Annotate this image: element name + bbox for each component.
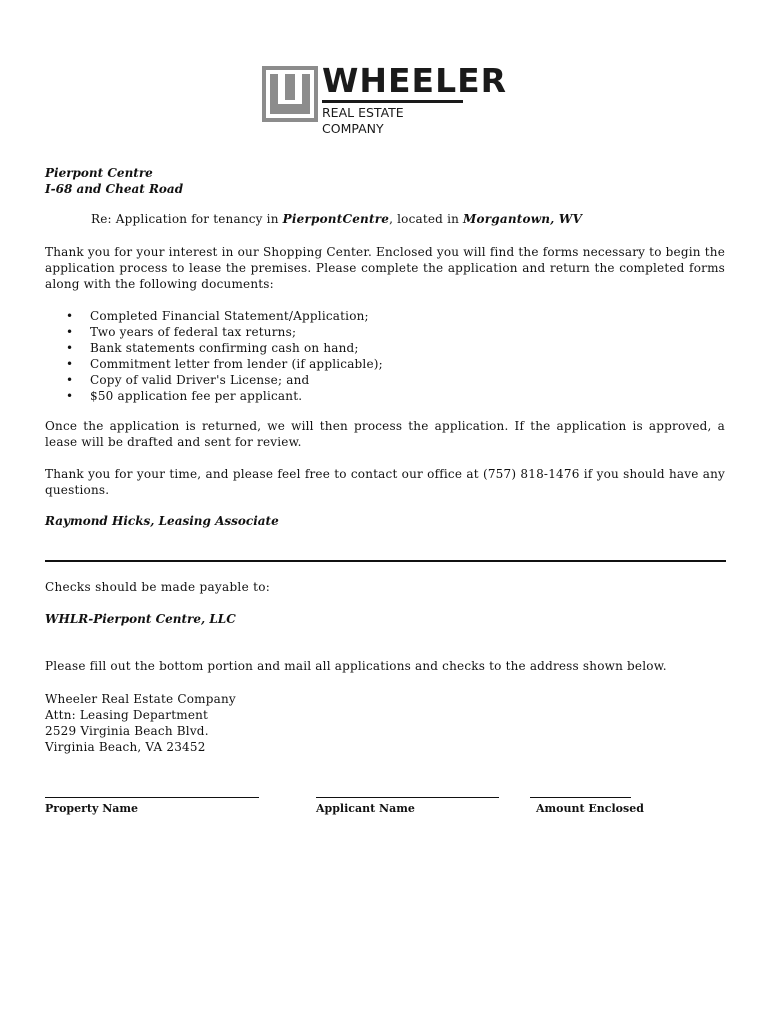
logo-wordmark: WHEELER: [322, 61, 508, 100]
amount-enclosed-label: Amount Enclosed: [536, 802, 644, 815]
property-name: Pierpont Centre: [45, 166, 153, 180]
list-item: • Copy of valid Driver's License; and: [62, 372, 383, 388]
wheeler-logo: [262, 61, 508, 136]
address-line: Wheeler Real Estate Company: [45, 692, 236, 706]
mailing-address: [45, 691, 236, 755]
address-line: Attn: Leasing Department: [45, 708, 209, 722]
list-item: • Two years of federal tax returns;: [62, 324, 383, 340]
process-paragraph: Once the application is returned, we will then process the application. If the application is approved, a lease will be drafted and sent for review.: [45, 419, 725, 449]
divider: [45, 560, 726, 562]
list-item: • Bank statements confirming cash on hand;: [62, 340, 383, 356]
logo-rule: [322, 100, 463, 103]
property-name-label: Property Name: [45, 802, 139, 815]
payee-name: WHLR-Pierpont Centre, LLC: [45, 612, 236, 626]
amount-enclosed-field[interactable]: [530, 787, 631, 798]
documents-list: [62, 308, 383, 404]
subject-line: [91, 212, 582, 226]
subject-middle: , located in: [389, 212, 464, 226]
list-item: • Commitment letter from lender (if applicable);: [62, 356, 383, 372]
intro-paragraph: Thank you for your interest in our Shopping Center. Enclosed you will find the forms necessary to begin the application process to lease the premises. Please complete the application and return the completed forms along with the following documents:: [45, 245, 725, 291]
applicant-name-label: Applicant Name: [316, 802, 415, 815]
applicant-name-field[interactable]: [316, 787, 499, 798]
subject-prefix: Re: Application for tenancy in: [91, 212, 283, 226]
property-location: I-68 and Cheat Road: [45, 182, 184, 196]
subject-location: Morgantown, WV: [463, 212, 583, 226]
list-item: • $50 application fee per applicant.: [62, 388, 383, 404]
property-name-field[interactable]: [45, 787, 259, 798]
signature: Raymond Hicks, Leasing Associate: [45, 514, 279, 528]
w-logo-icon: [262, 66, 318, 122]
logo-subtitle: REAL ESTATE COMPANY: [322, 105, 404, 136]
subject-property: PierpontCentre: [282, 212, 390, 226]
address-line: 2529 Virginia Beach Blvd.: [45, 724, 209, 738]
checks-note: Checks should be made payable to:: [45, 580, 271, 594]
list-item: • Completed Financial Statement/Application;: [62, 308, 383, 324]
address-line: Virginia Beach, VA 23452: [45, 740, 206, 754]
mail-instruction: Please fill out the bottom portion and mail all applications and checks to the address shown below.: [45, 659, 667, 673]
thanks-paragraph: Thank you for your time, and please feel free to contact our office at (757) 818-1476 if you should have any questions.: [45, 467, 725, 497]
